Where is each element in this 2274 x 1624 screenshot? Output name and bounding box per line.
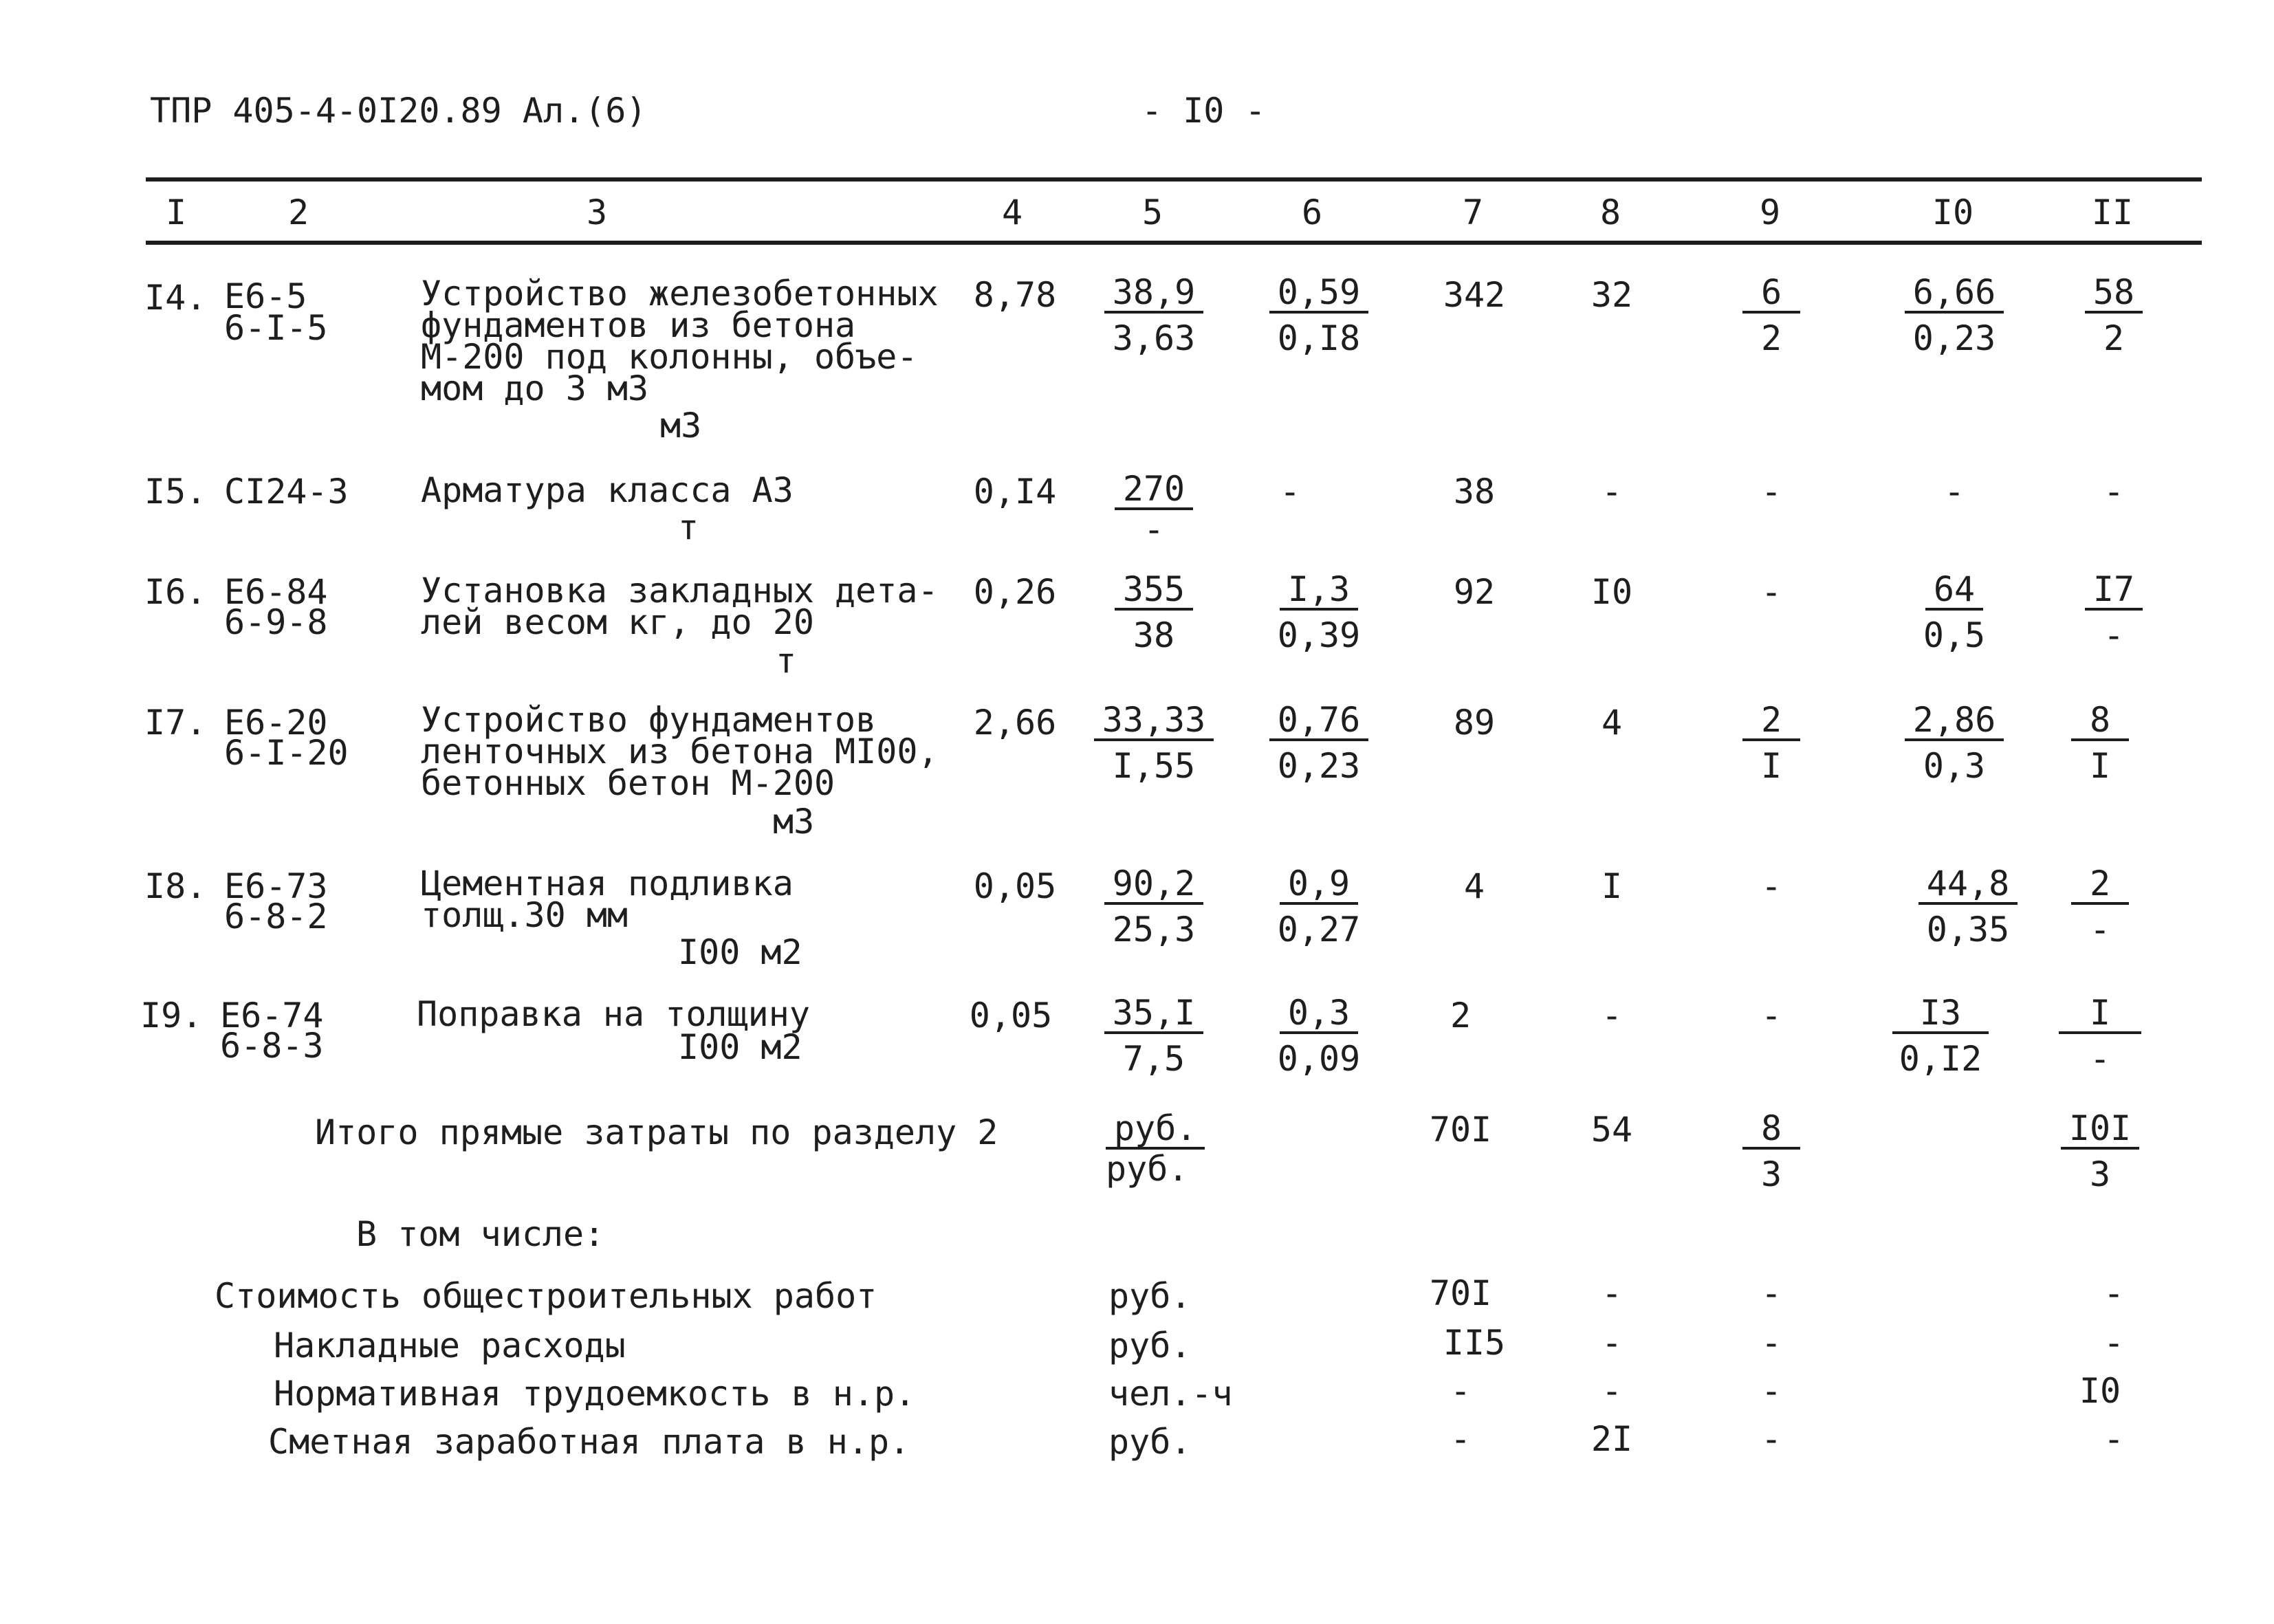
fraction-bottom: 0,27 xyxy=(1277,910,1361,950)
col-header-5: 5 xyxy=(1141,193,1163,232)
labor-total-fraction xyxy=(2031,700,2169,787)
machine-cost: - xyxy=(1760,996,1782,1035)
fraction-bottom: руб. xyxy=(1106,1149,1189,1189)
unit: м3 xyxy=(660,406,702,446)
fraction-bottom: 0,09 xyxy=(1277,1039,1361,1079)
labor-unit-fraction xyxy=(1885,569,2023,656)
unit-wage-fraction xyxy=(1250,272,1388,359)
fraction-top: руб. xyxy=(1106,1110,1205,1150)
total-cost: 92 xyxy=(1453,572,1496,612)
norm-code: Е6-20 xyxy=(224,703,328,743)
unit-cost-fraction xyxy=(1085,864,1223,950)
total-cost: 70I xyxy=(1429,1110,1492,1150)
norm-code: Е6-5 xyxy=(224,276,307,316)
breakdown-unit: чел.-ч xyxy=(1108,1374,1233,1414)
fraction-top: 0,76 xyxy=(1269,701,1368,741)
total-unit-fraction xyxy=(1085,1108,1243,1189)
unit-cost-fraction xyxy=(1085,993,1223,1079)
machine-cost: - xyxy=(1760,572,1782,612)
fraction-bottom: 3,63 xyxy=(1112,318,1196,358)
row-number: I8. xyxy=(144,866,207,906)
unit: т xyxy=(678,507,699,547)
breakdown-label: Стоимость общестроительных работ xyxy=(215,1276,877,1316)
col-header-9: 9 xyxy=(1759,193,1781,232)
breakdown-label: Сметная заработная плата в н.р. xyxy=(268,1422,910,1462)
breakdown-cost: II5 xyxy=(1443,1323,1506,1363)
breakdown-machine: - xyxy=(1760,1419,1782,1459)
fraction-top: 33,33 xyxy=(1094,701,1214,741)
quantity: 0,05 xyxy=(969,996,1053,1035)
total-wage: 32 xyxy=(1590,275,1633,315)
breakdown-wage: - xyxy=(1601,1371,1623,1411)
norm-code-alt: 6-I-5 xyxy=(224,308,328,348)
fraction-top: 38,9 xyxy=(1104,274,1203,314)
fraction-top: 35,I xyxy=(1104,994,1203,1034)
unit: м3 xyxy=(773,802,815,842)
total-wage: 4 xyxy=(1601,703,1623,743)
col-header-3: 3 xyxy=(586,193,608,232)
total-wage: - xyxy=(1601,472,1623,512)
quantity: 0,05 xyxy=(973,866,1057,906)
fraction-bottom: I xyxy=(2089,746,2111,786)
work-description: Устройство фундаментов ленточных из бетона МI00, бетонных бетон М-200 xyxy=(421,700,939,803)
col-header-6: 6 xyxy=(1301,193,1323,232)
fraction-bottom: 38 xyxy=(1133,615,1175,655)
quantity: 0,I4 xyxy=(973,472,1057,512)
fraction-bottom: 0,39 xyxy=(1277,615,1361,655)
table-top-rule xyxy=(146,177,2202,182)
fraction-bottom: 0,I2 xyxy=(1899,1039,1982,1079)
unit-cost-fraction xyxy=(1085,272,1223,359)
fraction-top: 58 xyxy=(2085,274,2143,314)
breakdown-wage: - xyxy=(1601,1323,1623,1363)
col-header-8: 8 xyxy=(1599,193,1621,232)
labor-total-fraction xyxy=(2045,569,2183,656)
unit-wage-fraction xyxy=(1250,569,1388,656)
unit-cost-fraction xyxy=(1085,469,1223,549)
row-number: I5. xyxy=(144,472,207,512)
labor-total-fraction xyxy=(2031,1108,2169,1195)
fraction-bottom: - xyxy=(2089,910,2111,950)
fraction-top: 0,3 xyxy=(1280,994,1358,1034)
fraction-top: 6,66 xyxy=(1905,274,2004,314)
fraction-bottom: - xyxy=(2089,1039,2111,1079)
breakdown-label: Нормативная трудоемкость в н.р. xyxy=(274,1374,916,1414)
fraction-top: I,3 xyxy=(1280,571,1358,611)
quantity: 8,78 xyxy=(973,275,1057,315)
fraction-top: I3 xyxy=(1892,994,1989,1034)
breakdown-machine: - xyxy=(1760,1371,1782,1411)
fraction-top: 2,86 xyxy=(1905,701,2004,741)
fraction-top: I xyxy=(2059,994,2141,1034)
labor-total-fraction xyxy=(2031,993,2169,1079)
machine-cost: - xyxy=(1760,866,1782,906)
labor-unit: - xyxy=(1943,472,1965,512)
norm-code-alt: 6-8-2 xyxy=(224,897,328,936)
breakdown-wage: - xyxy=(1601,1273,1623,1313)
row-number: I6. xyxy=(144,572,207,612)
page-number: - I0 - xyxy=(1141,91,1266,131)
fraction-top: 2 xyxy=(2071,865,2129,905)
table-header-rule xyxy=(146,241,2202,245)
total-wage: I0 xyxy=(1590,572,1633,612)
row-number: I9. xyxy=(140,996,203,1035)
fraction-bottom: 0,I8 xyxy=(1277,318,1361,358)
fraction-bottom: 3 xyxy=(1760,1154,1782,1194)
unit: I00 м2 xyxy=(678,932,802,972)
norm-code: СI24-3 xyxy=(224,472,349,512)
machine-fraction xyxy=(1703,1108,1840,1195)
including-label: В том числе: xyxy=(356,1214,605,1254)
work-description: Арматура класса А3 xyxy=(421,470,794,510)
row-number: I7. xyxy=(144,703,207,743)
labor-unit-fraction xyxy=(1899,864,2037,950)
col-header-1: I xyxy=(165,193,187,232)
fraction-bottom: 7,5 xyxy=(1122,1039,1185,1079)
breakdown-labor: - xyxy=(2103,1323,2125,1363)
col-header-11: II xyxy=(2091,193,2134,232)
fraction-bottom: 0,23 xyxy=(1277,746,1361,786)
fraction-top: 8 xyxy=(1742,1110,1800,1150)
norm-code-alt: 6-8-3 xyxy=(220,1026,324,1066)
unit-wage-fraction xyxy=(1250,993,1388,1079)
fraction-top: 0,9 xyxy=(1280,865,1358,905)
breakdown-label: Накладные расходы xyxy=(274,1326,626,1365)
fraction-top: 64 xyxy=(1925,571,1983,611)
norm-code-alt: 6-9-8 xyxy=(224,602,328,642)
fraction-top: I7 xyxy=(2085,571,2143,611)
fraction-bottom: 0,3 xyxy=(1923,746,1986,786)
unit: т xyxy=(776,641,797,681)
unit-cost-fraction xyxy=(1085,700,1223,787)
total-cost: 89 xyxy=(1453,703,1496,743)
total-label: Итого прямые затраты по разделу 2 xyxy=(315,1112,998,1152)
quantity: 2,66 xyxy=(973,703,1057,743)
fraction-top: I0I xyxy=(2061,1110,2139,1150)
breakdown-wage: 2I xyxy=(1590,1419,1633,1459)
machine-fraction xyxy=(1703,272,1840,359)
col-header-10: I0 xyxy=(1932,193,1974,232)
total-wage: I xyxy=(1601,866,1623,906)
fraction-bottom: 0,35 xyxy=(1926,910,2010,950)
labor-unit-fraction xyxy=(1885,700,2023,787)
work-description: Цементная подливка толщ.30 мм xyxy=(421,864,794,935)
fraction-bottom: 0,23 xyxy=(1912,318,1996,358)
unit-wage-fraction xyxy=(1250,864,1388,950)
machine-fraction xyxy=(1703,700,1840,787)
breakdown-cost: - xyxy=(1450,1419,1472,1459)
total-cost: 342 xyxy=(1443,275,1506,315)
breakdown-unit: руб. xyxy=(1108,1422,1192,1462)
fraction-top: 90,2 xyxy=(1104,865,1203,905)
norm-code-alt: 6-I-20 xyxy=(224,733,349,773)
work-description: Устройство железобетонных фундаментов из бетона М-200 под колонны, объе- мом до 3 м3 xyxy=(421,274,939,408)
labor-total: - xyxy=(2103,472,2125,512)
fraction-bottom: 25,3 xyxy=(1112,910,1196,950)
fraction-top: 44,8 xyxy=(1918,865,2018,905)
total-cost: 2 xyxy=(1450,996,1472,1035)
fraction-top: 8 xyxy=(2071,701,2129,741)
norm-code: Е6-84 xyxy=(224,572,328,612)
fraction-top: 355 xyxy=(1115,571,1193,611)
work-description: Установка закладных дета- лей весом кг, до 20 xyxy=(421,571,939,642)
fraction-top: 270 xyxy=(1115,470,1193,510)
col-header-4: 4 xyxy=(1001,193,1023,232)
machine-cost: - xyxy=(1760,472,1782,512)
breakdown-cost: 70I xyxy=(1429,1273,1492,1313)
total-cost: 38 xyxy=(1453,472,1496,512)
norm-code: Е6-73 xyxy=(224,866,328,906)
fraction-bottom: 2 xyxy=(2103,318,2125,358)
fraction-bottom: 0,5 xyxy=(1923,615,1986,655)
breakdown-unit: руб. xyxy=(1108,1276,1192,1316)
labor-unit-fraction xyxy=(1885,272,2023,359)
fraction-bottom: - xyxy=(1143,509,1165,549)
work-description: Поправка на толщину xyxy=(417,994,810,1034)
norm-code: Е6-74 xyxy=(220,996,324,1035)
labor-total-fraction xyxy=(2045,272,2183,359)
col-header-2: 2 xyxy=(287,193,309,232)
unit-cost-fraction xyxy=(1085,569,1223,656)
fraction-bottom: 2 xyxy=(1760,318,1782,358)
breakdown-labor: - xyxy=(2103,1419,2125,1459)
breakdown-labor: I0 xyxy=(2079,1371,2121,1411)
fraction-bottom: 3 xyxy=(2089,1154,2111,1194)
unit-wage: - xyxy=(1279,472,1301,512)
breakdown-machine: - xyxy=(1760,1323,1782,1363)
fraction-top: 0,59 xyxy=(1269,274,1368,314)
col-header-7: 7 xyxy=(1462,193,1484,232)
breakdown-machine: - xyxy=(1760,1273,1782,1313)
fraction-top: 2 xyxy=(1742,701,1800,741)
document-code: ТПР 405-4-0I20.89 Ал.(6) xyxy=(150,91,647,131)
total-wage: 54 xyxy=(1590,1110,1633,1150)
unit-wage-fraction xyxy=(1250,700,1388,787)
total-wage: - xyxy=(1601,996,1623,1035)
breakdown-unit: руб. xyxy=(1108,1326,1192,1365)
labor-total-fraction xyxy=(2031,864,2169,950)
total-cost: 4 xyxy=(1463,866,1485,906)
fraction-bottom: - xyxy=(2103,615,2125,655)
row-number: I4. xyxy=(144,278,207,318)
breakdown-labor: - xyxy=(2103,1273,2125,1313)
fraction-bottom: I,55 xyxy=(1112,746,1196,786)
unit: I00 м2 xyxy=(678,1027,802,1067)
labor-unit-fraction xyxy=(1872,993,2009,1079)
fraction-bottom: I xyxy=(1760,746,1782,786)
breakdown-cost: - xyxy=(1450,1371,1472,1411)
quantity: 0,26 xyxy=(973,572,1057,612)
fraction-top: 6 xyxy=(1742,274,1800,314)
